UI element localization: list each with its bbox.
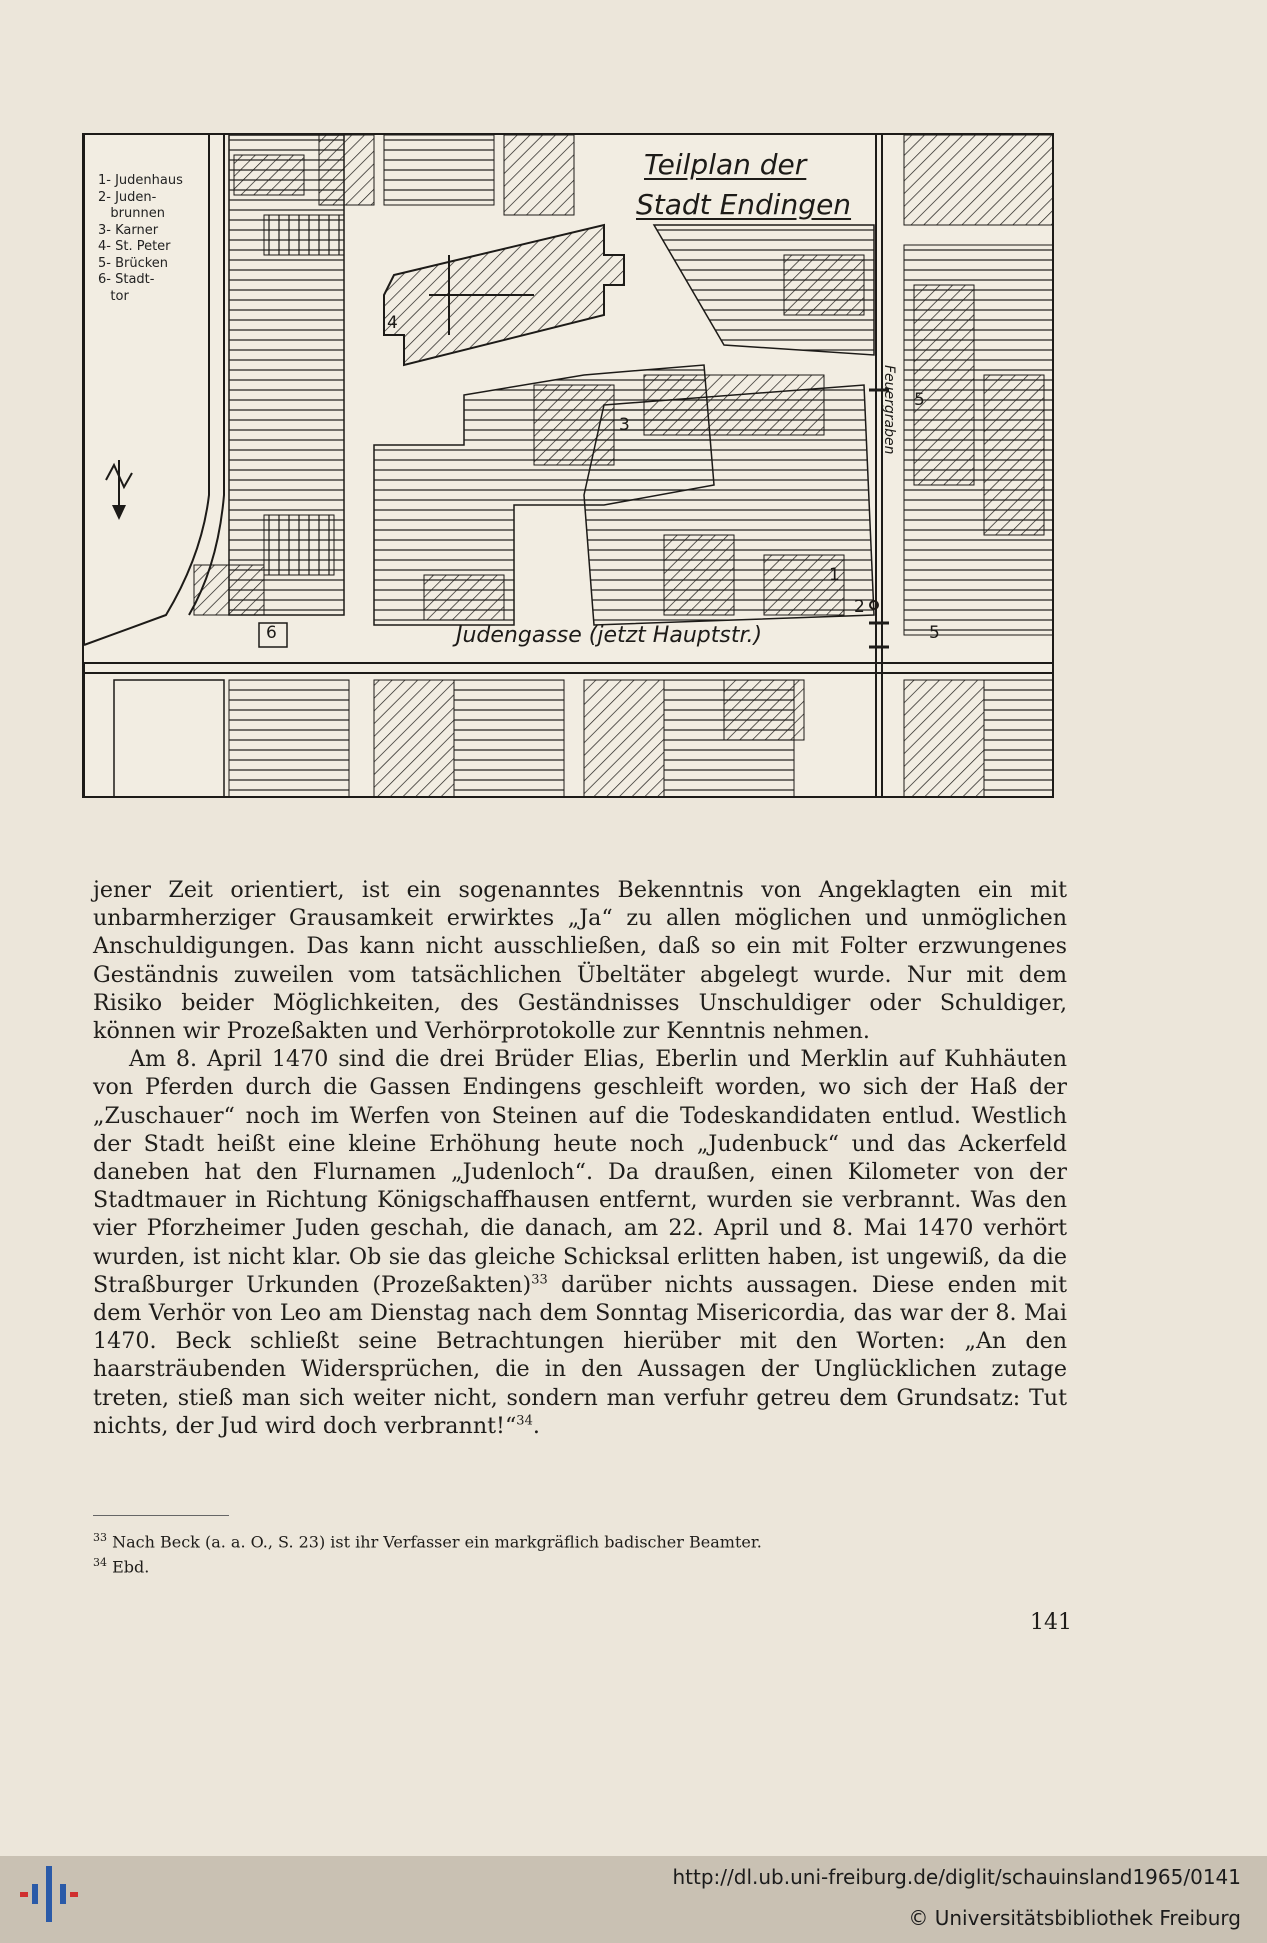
legend-item: 5- Brücken <box>98 255 169 271</box>
map-number-5a: 5 <box>914 390 925 410</box>
source-url-link[interactable]: http://dl.ub.uni-freiburg.de/diglit/schauinsland1965/0141 <box>672 1865 1241 1889</box>
footnote-text: Ebd. <box>107 1557 150 1577</box>
footnote-text: Nach Beck (a. a. O., S. 23) ist ihr Verfasser ein markgräflich badischer Beamter. <box>107 1532 762 1552</box>
legend-item: 6- Stadt- tor <box>98 272 155 304</box>
canal-label: Feuergraben <box>881 365 897 455</box>
map-number-2: 2 <box>854 597 865 617</box>
map-number-4: 4 <box>387 313 398 333</box>
map-number-5b: 5 <box>929 623 940 643</box>
body-text <box>93 876 1067 1440</box>
paragraph <box>93 1045 1067 1440</box>
street-label: Judengasse (jetzt Hauptstr.) <box>456 623 763 648</box>
footnote-number: 33 <box>93 1531 107 1544</box>
map-drawing <box>84 135 1054 798</box>
map-title-line2: Stadt Endingen <box>636 188 852 221</box>
map-number-3: 3 <box>619 415 630 435</box>
page-number: 141 <box>1030 1610 1072 1635</box>
footnote-number: 34 <box>93 1556 107 1569</box>
footnote-rule <box>93 1515 229 1516</box>
city-map <box>82 133 1054 798</box>
legend-item: 3- Karner <box>98 222 159 238</box>
paragraph: jener Zeit orientiert, ist ein sogenanntes Bekenntnis von Angeklagten ein mit unbarmherziger Grausamkeit erwirktes „Ja“ zu allen möglichen und unmöglichen Anschuldigungen. Das kann nicht ausschließen, daß so ein mit Folter erzwungenes Geständnis zuweilen vom tatsächlichen Übeltäter abgelegt wurde. Nur mit dem Risiko beider Möglichkeiten, des Geständnisses Unschuldiger oder Schuldiger, können wir Prozeßakten und Verhörprotokolle zur Kenntnis nehmen. <box>93 877 1067 1045</box>
footnote-ref-34[interactable]: 34 <box>516 1413 533 1429</box>
map-title-line1: Teilplan der <box>644 148 807 181</box>
library-logo-icon <box>18 1862 82 1926</box>
legend-item: 1- Judenhaus <box>98 173 183 188</box>
legend-item: 2- Juden- brunnen <box>98 189 165 221</box>
map-number-6: 6 <box>266 623 277 643</box>
paragraph-part: darüber nichts aussagen. Diese enden mit dem Verhör von Leo am Dienstag nach dem Sonntag Misericordia, das war der 8. Mai 1470. Beck schließt seine Betrachtungen hierüber mit den Worten: „An den haarsträubenden Widersprüchen, die in den Aussagen der Unglücklichen zutage treten, stieß man sich weiter nicht, sondern man verfuhr getreu dem Grundsatz: Tut nichts, der Jud wird doch verbrannt!“ <box>93 1271 1067 1439</box>
footnote-33 <box>93 1528 1067 1552</box>
footnote-ref-33[interactable]: 33 <box>531 1272 548 1288</box>
map-title <box>636 145 852 225</box>
footnote-34 <box>93 1553 1067 1577</box>
paragraph-part: . <box>532 1412 540 1439</box>
map-legend <box>98 173 208 305</box>
map-number-1: 1 <box>829 565 840 585</box>
paragraph-part: Am 8. April 1470 sind die drei Brüder Elias, Eberlin und Merklin auf Kuhhäuten von Pferden durch die Gassen Endingens geschleift worden, wo sich der Haß der „Zuschauer“ noch im Werfen von Steinen auf die Todeskandidaten entlud. Westlich der Stadt heißt eine kleine Erhöhung heute noch „Judenbuck“ und das Ackerfeld daneben hat den Flurnamen „Judenloch“. Da draußen, einen Kilometer von der Stadtmauer in Richtung Königschaffhausen entfernt, wurden sie verbrannt. Was den vier Pforzheimer Juden geschah, die danach, am 22. April und 8. Mai 1470 verhört wurden, ist nicht klar. Ob sie das gleiche Schicksal erlitten haben, ist ungewiß, da die Straßburger Urkunden (Prozeßakten) <box>93 1046 1067 1298</box>
legend-item: 4- St. Peter <box>98 239 171 254</box>
copyright-text: © Universitätsbibliothek Freiburg <box>908 1906 1241 1930</box>
